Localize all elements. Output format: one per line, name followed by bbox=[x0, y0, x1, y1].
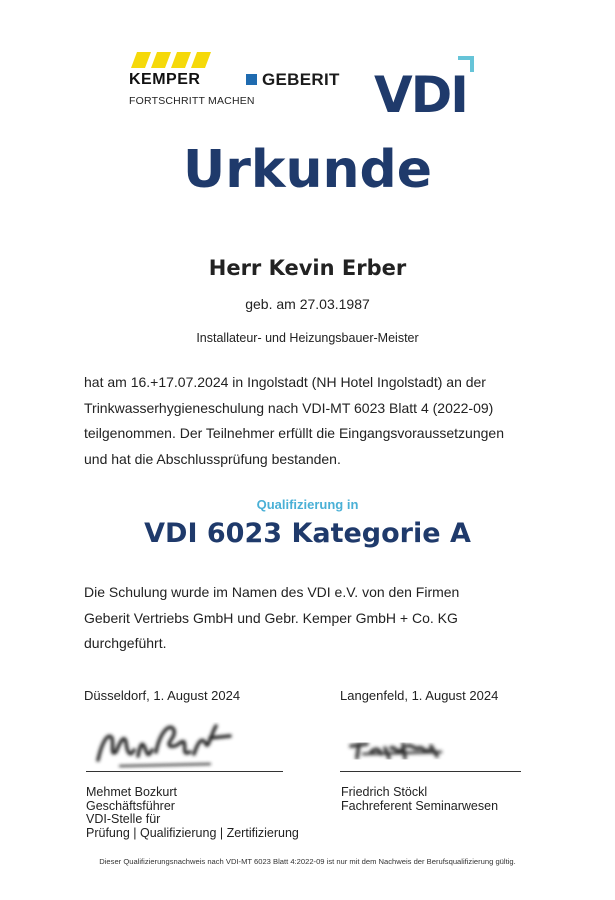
signature-left bbox=[90, 712, 240, 774]
place-date-right: Langenfeld, 1. August 2024 bbox=[340, 688, 499, 703]
geberit-logo-square bbox=[246, 74, 257, 85]
signature-line-right bbox=[340, 771, 521, 772]
participation-line: teilgenommen. Der Teilnehmer erfüllt die Eingangsvoraussetzungen bbox=[84, 425, 504, 441]
kemper-logo-wordmark: KEMPER bbox=[129, 71, 201, 88]
signer-left-name: Mehmet Bozkurt bbox=[86, 785, 178, 799]
signer-left-block bbox=[86, 786, 299, 840]
signer-right-block bbox=[341, 786, 498, 813]
participation-text bbox=[84, 370, 554, 472]
qualification-title: VDI 6023 Kategorie A bbox=[144, 518, 471, 549]
svg-text:VDI: VDI bbox=[374, 66, 467, 115]
signer-left-org-detail: Prüfung | Qualifizierung | Zertifizierung bbox=[86, 825, 299, 840]
issuer-line: Die Schulung wurde im Namen des VDI e.V. von den Firmen bbox=[84, 584, 460, 600]
validity-footnote: Dieser Qualifizierungsnachweis nach VDI-MT 6023 Blatt 4:2022-09 ist nur mit dem Nachweis der Berufsqualifizierung gültig. bbox=[99, 857, 516, 866]
issuer-text bbox=[84, 580, 554, 657]
kemper-logo-stripes bbox=[131, 52, 211, 68]
participation-line: hat am 16.+17.07.2024 in Ingolstadt (NH Hotel Ingolstadt) an der bbox=[84, 374, 486, 390]
issuer-line: durchgeführt. bbox=[84, 635, 167, 651]
issuer-line: Geberit Vertriebs GmbH und Gebr. Kemper GmbH + Co. KG bbox=[84, 609, 458, 626]
recipient-name: Herr Kevin Erber bbox=[208, 256, 407, 280]
geberit-logo-wordmark: GEBERIT bbox=[262, 70, 340, 89]
certificate-title: Urkunde bbox=[183, 140, 432, 200]
signature-right bbox=[345, 728, 455, 768]
signer-right-role: Fachreferent Seminarwesen bbox=[341, 798, 499, 813]
participation-line: Trinkwasserhygieneschulung nach VDI-MT 6023 Blatt 4 (2022-09) bbox=[84, 399, 494, 416]
place-date-left: Düsseldorf, 1. August 2024 bbox=[84, 688, 241, 703]
participation-line: und hat die Abschlussprüfung bestanden. bbox=[84, 450, 341, 467]
profession: Installateur- und Heizungsbauer-Meister bbox=[196, 331, 419, 345]
signer-left-role: Geschäftsführer bbox=[86, 798, 175, 813]
vdi-logo bbox=[374, 55, 474, 115]
signer-left-org: VDI-Stelle für bbox=[86, 812, 161, 826]
signature-line-left bbox=[86, 771, 283, 772]
kemper-logo-tagline: FORTSCHRITT MACHEN bbox=[129, 95, 255, 107]
birth-date: geb. am 27.03.1987 bbox=[245, 296, 370, 312]
qualification-label: Qualifizierung in bbox=[256, 497, 359, 512]
signer-right-name: Friedrich Stöckl bbox=[341, 785, 428, 799]
